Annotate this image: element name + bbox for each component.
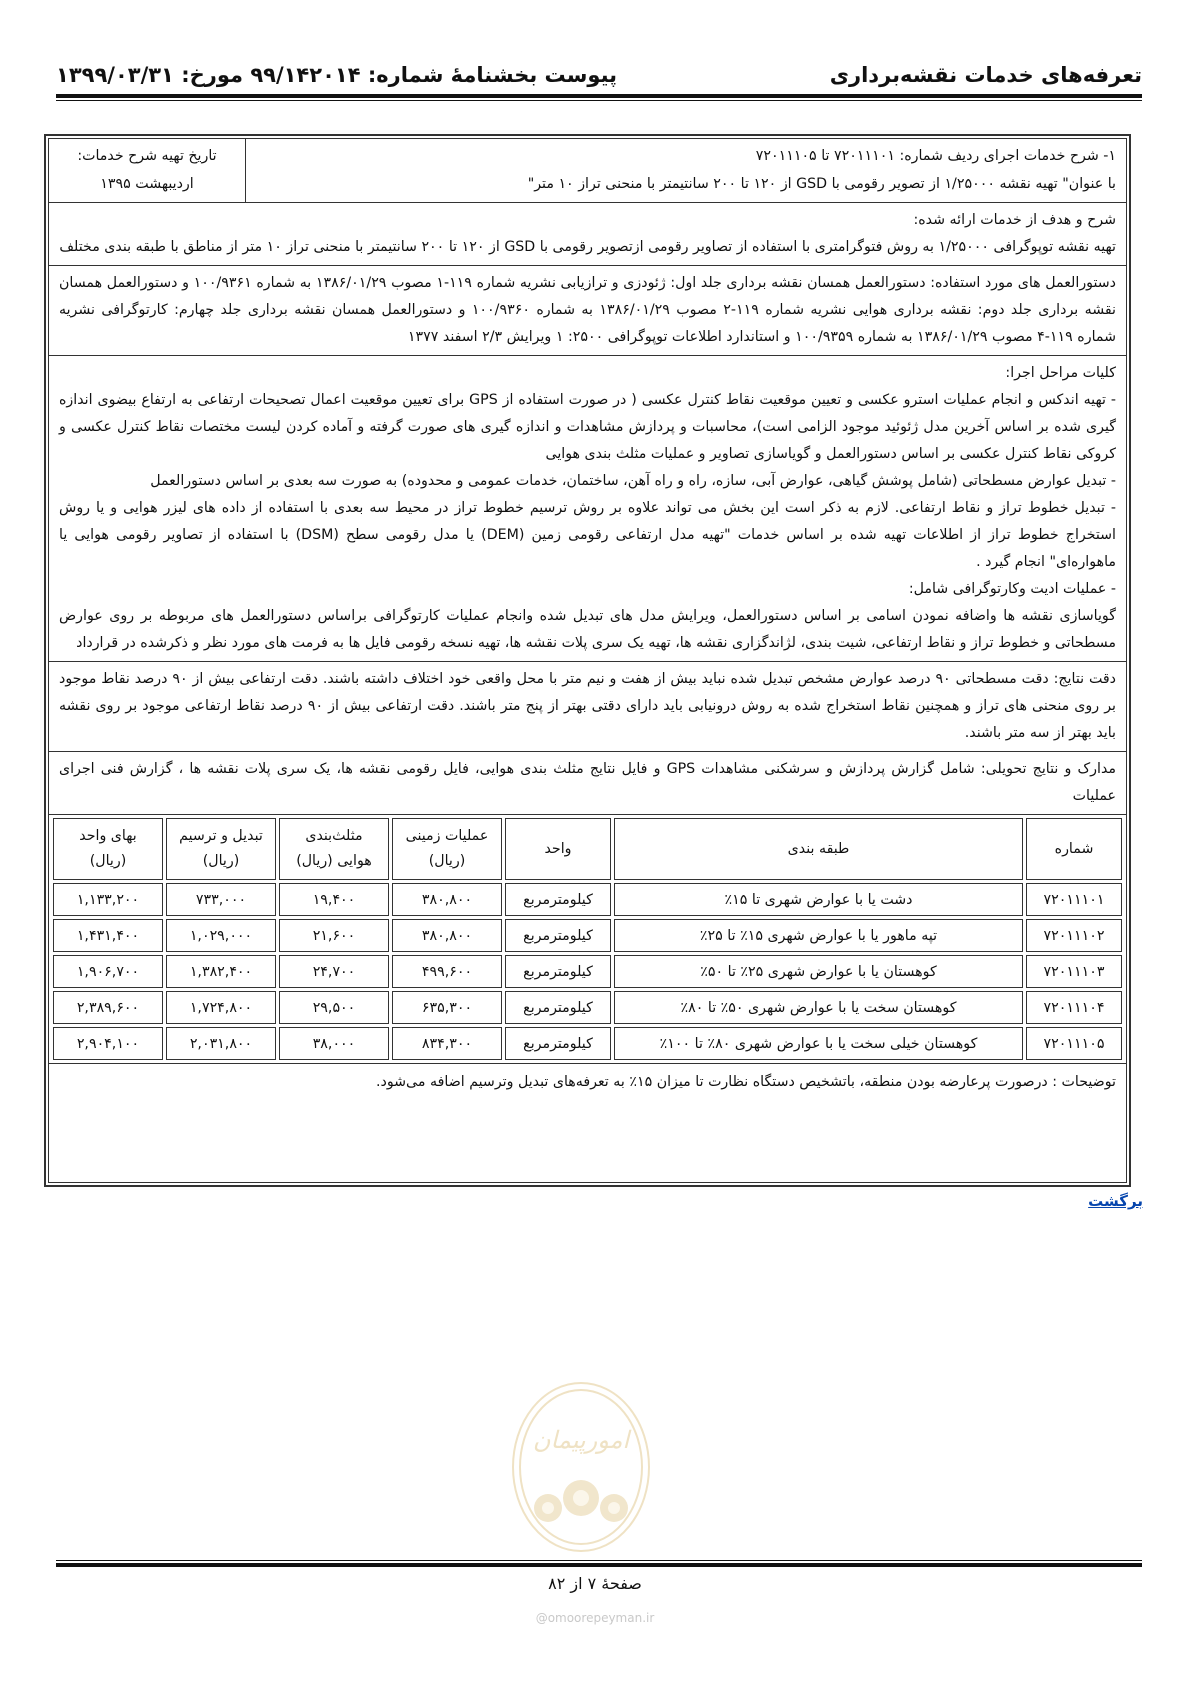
cell-number: ۷۲۰۱۱۱۰۴ (1026, 991, 1122, 1024)
footer-rule-thin (56, 1560, 1142, 1561)
cell-unit: کیلومترمربع (505, 883, 611, 916)
table-row (53, 883, 1122, 916)
table-header-row (53, 818, 1122, 880)
header-rule-thin (56, 100, 1142, 101)
table-row (53, 919, 1122, 952)
cell-aerial: ۲۹,۵۰۰ (279, 991, 389, 1024)
steps-paragraph-5: گویاسازی نقشه ها واضافه نمودن اسامی بر اساس دستورالعمل، ویرایش مدل های تبدیل شده وانجام عملیات کارتوگرافی براساس دستورالعمل های مربوطه بر روی عوارض مسطحاتی و خطوط تراز و نقاط ارتفاعی، شیت بندی، لژاندگزاری نقشه ها، تهیه یک سری پلات نقشه ها، تهیه نسخه رقومی فایل ها به فرمت های مورد نظر و ذکرشده در قرارداد (59, 608, 1116, 651)
header-ground-line2: (ریال) (428, 853, 466, 869)
cell-unit: کیلومترمربع (505, 955, 611, 988)
purpose-body: تهیه نقشه توپوگرافی ۱/۲۵۰۰۰ به روش فتوگرامتری با استفاده از تصاویر رقومی ازتصویر رقومی با GSD از ۱۲۰ تا ۲۰۰ سانتیمتر با منحنی تراز ۱۰ متر از مناطق با طبقه بندی مختلف (59, 239, 1116, 255)
header-aerial (279, 818, 389, 880)
steps-paragraph-3: - تبدیل خطوط تراز و نقاط ارتفاعی. لازم به ذکر است این بخش می تواند علاوه بر روش ترسیم خطوط تراز در محیط سه بعدی با استفاده از داده های لیزر هوایی و یا روش استخراج خطوط تراز از اطلاعات تهیه شده بر اساس خدمات "تهیه مدل ارتفاعی رقومی زمین (DEM) یا مدل رقومی سطح (DSM) با استفاده از تصاویر رقومی هوایی یا ماهواره‌ای" انجام گیرد . (59, 500, 1116, 570)
notes-body: توضیحات : درصورت پرعارضه بودن منطقه، باتشخیص دستگاه نظارت تا میزان ۱۵٪ به تعرفه‌های تبدیل وترسیم اضافه می‌شود. (376, 1074, 1116, 1090)
cell-drawing: ۷۳۳,۰۰۰ (166, 883, 276, 916)
seal-lettering: امورپیمان (532, 1426, 630, 1454)
cell-drawing: ۱,۷۲۴,۸۰۰ (166, 991, 276, 1024)
cell-classification: تپه ماهور یا با عوارض شهری ۱۵٪ تا ۲۵٪ (614, 919, 1023, 952)
header-price-line1: بهای واحد (79, 828, 137, 844)
header-unit: واحد (505, 818, 611, 880)
service-title-cell (246, 139, 1126, 202)
tariff-table-wrap (49, 815, 1126, 1064)
footer-website: @omoorepeyman.ir (535, 1611, 655, 1625)
instructions-body: دستورالعمل های مورد استفاده: دستورالعمل همسان نقشه برداری جلد اول: ژئودزی و ترازیابی نشریه شماره ۱۱۹-۱ مصوب ۱۳۸۶/۰۱/۲۹ به شماره ۱۰۰/۹۳۶۱ و دستورالعمل همسان نقشه برداری جلد دوم: نقشه برداری هوایی نشریه شماره ۱۱۹-۲ مصوب ۱۳۸۶/۰۱/۲۹ به شماره ۱۰۰/۹۳۶۰ و دستورالعمل همسان نقشه برداری جلد چهارم: کارتوگرافی نشریه شماره ۱۱۹-۴ مصوب ۱۳۸۶/۰۱/۲۹ به شماره ۱۰۰/۹۳۵۹ و استاندارد اطلاعات توپوگرافی ۲۵۰۰: ۱ ویرایش ۲/۳ اسفند ۱۳۷۷ (59, 275, 1116, 345)
cell-number: ۷۲۰۱۱۱۰۱ (1026, 883, 1122, 916)
service-title-row (49, 139, 1126, 203)
header-ground-line1: عملیات زمینی (405, 828, 489, 844)
cell-drawing: ۱,۰۲۹,۰۰۰ (166, 919, 276, 952)
header-aerial-line2: هوایی (ریال) (296, 853, 372, 869)
cell-aerial: ۲۱,۶۰۰ (279, 919, 389, 952)
cell-classification: دشت یا با عوارض شهری تا ۱۵٪ (614, 883, 1023, 916)
attachment-reference: پیوست بخشنامهٔ شماره: ۹۹/۱۴۲۰۱۴ مورخ: ۱۳۹۹/۰۳/۳۱ (56, 63, 618, 87)
cell-unit: کیلومترمربع (505, 919, 611, 952)
purpose-section (49, 203, 1126, 266)
back-link[interactable]: برگشت (1088, 1192, 1143, 1210)
steps-heading: کلیات مراحل اجرا: (1005, 365, 1116, 381)
accuracy-body: دقت نتایج: دقت مسطحاتی ۹۰ درصد عوارض مشخص تبدیل شده نباید بیش از هفت و نیم متر با محل واقعی خود اختلاف داشته باشند. دقت ارتفاعی بیش از ۹۰ درصد نقاط موجود بر روی منحنی های تراز و همچنین نقاط استخراج شده به روش درونیابی باید دارای دقتی بهتر از پنج متر باشند. دقت ارتفاعی بیش از ۹۰ درصد نقاط ارتفاعی موجود بر روی نقشه باید بهتر از سه متر باشند. (59, 671, 1117, 741)
header-drawing-line2: (ریال) (202, 853, 240, 869)
cell-price: ۱,۴۳۱,۴۰۰ (53, 919, 163, 952)
purpose-heading: شرح و هدف از خدمات ارائه شده: (913, 212, 1116, 228)
service-date-label: تاریخ تهیه شرح خدمات: (77, 148, 217, 164)
notes-section (49, 1064, 1126, 1100)
header-drawing-line1: تبدیل و ترسیم (179, 828, 263, 844)
cell-price: ۱,۹۰۶,۷۰۰ (53, 955, 163, 988)
header-number: شماره (1026, 818, 1122, 880)
cell-price: ۲,۳۸۹,۶۰۰ (53, 991, 163, 1024)
footer-rule-thick (56, 1563, 1142, 1567)
header-drawing (166, 818, 276, 880)
cell-ground: ۸۳۴,۳۰۰ (392, 1027, 502, 1060)
header-price (53, 818, 163, 880)
service-date-value: اردیبهشت ۱۳۹۵ (100, 176, 194, 192)
cell-price: ۱,۱۳۳,۲۰۰ (53, 883, 163, 916)
instructions-section (49, 266, 1126, 356)
watermark-seal (508, 1378, 654, 1556)
table-row (53, 991, 1122, 1024)
cell-number: ۷۲۰۱۱۱۰۲ (1026, 919, 1122, 952)
service-row-range: ۱- شرح خدمات اجرای ردیف شماره: ۷۲۰۱۱۱۰۱ تا ۷۲۰۱۱۱۰۵ (755, 148, 1116, 164)
cell-price: ۲,۹۰۴,۱۰۰ (53, 1027, 163, 1060)
cell-ground: ۳۸۰,۸۰۰ (392, 919, 502, 952)
service-title: با عنوان" تهیه نقشه ۱/۲۵۰۰۰ از تصویر رقومی با GSD از ۱۲۰ تا ۲۰۰ سانتیمتر با منحنی تراز ۱۰ متر" (527, 176, 1116, 192)
header-price-line2: (ریال) (89, 853, 127, 869)
header-classification: طبقه بندی (614, 818, 1023, 880)
steps-paragraph-4: - عملیات ادیت وکارتوگرافی شامل: (908, 581, 1116, 597)
cell-aerial: ۲۴,۷۰۰ (279, 955, 389, 988)
cell-ground: ۶۳۵,۳۰۰ (392, 991, 502, 1024)
cell-ground: ۴۹۹,۶۰۰ (392, 955, 502, 988)
page-number: صفحهٔ ۷ از ۸۲ (548, 1574, 642, 1593)
cell-classification: کوهستان سخت یا با عوارض شهری ۵۰٪ تا ۸۰٪ (614, 991, 1023, 1024)
cell-unit: کیلومترمربع (505, 1027, 611, 1060)
deliverables-section (49, 752, 1126, 815)
cell-classification: کوهستان خیلی سخت یا با عوارض شهری ۸۰٪ تا ۱۰۰٪ (614, 1027, 1023, 1060)
header-aerial-line1: مثلث‌بندی (305, 828, 363, 844)
service-description-box (44, 134, 1131, 1187)
service-date-cell (49, 139, 246, 202)
cell-aerial: ۱۹,۴۰۰ (279, 883, 389, 916)
cell-drawing: ۱,۳۸۲,۴۰۰ (166, 955, 276, 988)
deliverables-body: مدارک و نتایج تحویلی: شامل گزارش پردازش و سرشکنی مشاهدات GPS و فایل نتایج مثلث بندی هوایی، فایل رقومی نقشه ها، یک سری پلات نقشه ها ، گزارش فنی اجرای عملیات (59, 761, 1116, 804)
cell-ground: ۳۸۰,۸۰۰ (392, 883, 502, 916)
steps-section (49, 356, 1126, 662)
document-title: تعرفه‌های خدمات نقشه‌برداری (829, 63, 1142, 87)
header-rule-thick (56, 94, 1142, 98)
cell-aerial: ۳۸,۰۰۰ (279, 1027, 389, 1060)
tariff-table (50, 815, 1125, 1063)
cell-number: ۷۲۰۱۱۱۰۳ (1026, 955, 1122, 988)
page-header (56, 56, 1142, 94)
accuracy-section (49, 662, 1126, 752)
cell-classification: کوهستان یا با عوارض شهری ۲۵٪ تا ۵۰٪ (614, 955, 1023, 988)
steps-paragraph-1: - تهیه اندکس و انجام عملیات استرو عکسی و تعیین موقعیت نقاط کنترل عکسی ( در صورت استفاده از GPS برای تعیین موقعیت اعمال تصحیحات ارتفاعی به ارتفاع بیضوی اندازه گیری شده بر اساس آخرین مدل ژئوئید موجود الزامی است)، محاسبات و پردازش مشاهدات و اندازه گیری های صورت گرفته و آماده کردن لیست مختصات نقاط کنترل عکسی و کروکی نقاط کنترل عکسی بر اساس دستورالعمل و گویاسازی تصاویر و عملیات مثلث بندی هوایی (59, 392, 1116, 462)
cell-unit: کیلومترمربع (505, 991, 611, 1024)
table-row (53, 955, 1122, 988)
steps-paragraph-2: - تبدیل عوارض مسطحاتی (شامل پوشش گیاهی، عوارض آبی، سازه، راه و راه آهن، ساختمان، خدمات عمومی و محدوده) به صورت سه بعدی بر اساس دستورالعمل (150, 473, 1116, 489)
cell-number: ۷۲۰۱۱۱۰۵ (1026, 1027, 1122, 1060)
cell-drawing: ۲,۰۳۱,۸۰۰ (166, 1027, 276, 1060)
header-ground (392, 818, 502, 880)
table-row (53, 1027, 1122, 1060)
